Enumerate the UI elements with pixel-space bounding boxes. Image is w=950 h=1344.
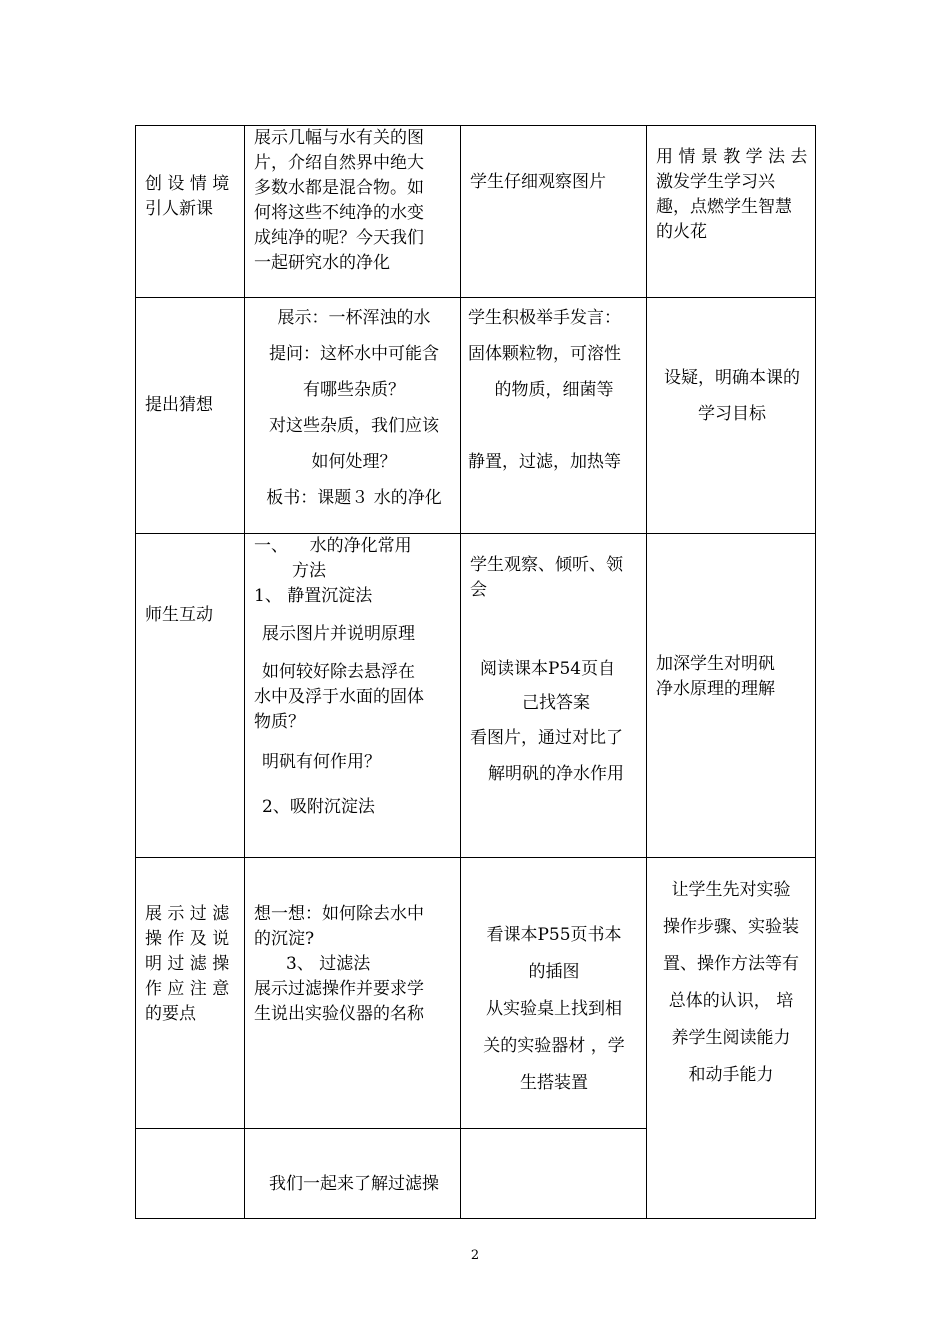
- table-border: [135, 1218, 816, 1219]
- cell-line: 设疑，明确本课的: [664, 368, 800, 388]
- cell-line: 生说出实验仪器的名称: [254, 1004, 424, 1024]
- cell-line: 物质？: [254, 712, 305, 732]
- table-border: [135, 125, 816, 126]
- cell-line: 展 示 过 滤: [145, 904, 230, 924]
- cell-line: 从实验桌上找到相: [486, 999, 622, 1019]
- row3-purpose-cell: [656, 652, 775, 702]
- table-border: [460, 125, 461, 1219]
- cell-line: 如何较好除去悬浮在: [262, 662, 415, 682]
- row4-stage-cell: [145, 902, 229, 1027]
- cell-line: 静置，过滤，加热等: [468, 452, 621, 472]
- row3-teacher-cell: [254, 534, 458, 820]
- cell-line: 明矾有何作用？: [262, 752, 381, 772]
- row2-teacher-cell: [252, 300, 456, 516]
- cell-line: 生搭装置: [520, 1073, 588, 1093]
- cell-line: 看图片，通过对比了: [470, 728, 623, 748]
- row4-student-cell: [468, 917, 640, 1102]
- cell-line: 方法: [292, 561, 326, 581]
- row2-purpose-cell: [654, 360, 810, 432]
- cell-line: 的要点: [145, 1004, 196, 1024]
- cell-line: 己找答案: [522, 693, 590, 713]
- cell-line: 提问：这杯水中可能含: [269, 344, 439, 364]
- cell-line: 置、操作方法等有: [663, 954, 799, 974]
- cell-line: 的火花: [656, 222, 707, 242]
- cell-line: 一起研究水的净化: [254, 253, 390, 273]
- row2-student-cell: [468, 300, 640, 480]
- cell-line: 学生积极举手发言：: [468, 308, 621, 328]
- cell-line: 学习目标: [698, 404, 766, 424]
- cell-line: 加深学生对明矾: [656, 654, 775, 674]
- cell-line: 2、吸附沉淀法: [262, 797, 375, 817]
- row4-purpose-cell: [650, 872, 812, 1094]
- table-border: [135, 533, 816, 534]
- cell-line: 引人新课: [145, 199, 213, 219]
- cell-line: 看课本P55页书本: [486, 925, 622, 945]
- cell-line: 操 作 及 说: [145, 929, 230, 949]
- row5-teacher-cell: [252, 1172, 456, 1197]
- cell-line: 解明矾的净水作用: [488, 764, 624, 784]
- cell-line: 创 设 情 境: [145, 174, 230, 194]
- cell-line: 片，介绍自然界中绝大: [254, 153, 424, 173]
- row1-teacher-cell: [254, 126, 424, 276]
- cell-line: 1、 静置沉淀法: [254, 586, 373, 606]
- cell-line: 净水原理的理解: [656, 679, 775, 699]
- cell-line: 会: [470, 580, 487, 600]
- cell-line: 我们一起来了解过滤操: [269, 1174, 439, 1194]
- cell-line: 水中及浮于水面的固体: [254, 687, 424, 707]
- cell-line: 养学生阅读能力: [671, 1028, 791, 1048]
- row2-stage-cell: [145, 393, 213, 418]
- cell-line: 和动手能力: [688, 1065, 774, 1085]
- cell-line: 固体颗粒物，可溶性: [468, 344, 621, 364]
- cell-line: 对这些杂质，我们应该: [269, 416, 439, 436]
- table-border: [244, 125, 245, 1219]
- cell-line: 操作步骤、实验装: [663, 917, 799, 937]
- cell-line: 明 过 滤 操: [145, 954, 230, 974]
- cell-line: 3、 过滤法: [286, 954, 371, 974]
- cell-line: 有哪些杂质？: [303, 380, 405, 400]
- cell-line: 激发学生学习兴: [656, 172, 775, 192]
- page-number: 2: [470, 1248, 480, 1263]
- cell-line: 学生仔细观察图片: [470, 172, 606, 192]
- cell-line: 关的实验器材 ，学: [483, 1036, 625, 1056]
- cell-line: 如何处理？: [311, 452, 397, 472]
- cell-line: 的插图: [528, 962, 580, 982]
- table-border: [815, 125, 816, 1219]
- row1-stage-cell: [145, 172, 229, 222]
- cell-line: 作 应 注 意: [145, 979, 230, 999]
- cell-line: 的物质，细菌等: [494, 380, 614, 400]
- cell-line: 一、 水的净化常用: [254, 536, 412, 556]
- row1-student-cell: [470, 170, 606, 195]
- cell-line: 展示：一杯浑浊的水: [277, 308, 431, 328]
- row3-student-cell: [470, 553, 642, 792]
- cell-line: 让学生先对实验: [671, 880, 791, 900]
- cell-line: 趣，点燃学生智慧: [656, 197, 792, 217]
- row4-teacher-cell: [254, 902, 458, 1027]
- cell-line: 板书：课题３ 水的净化: [266, 488, 442, 508]
- cell-line: 展示图片并说明原理: [262, 624, 415, 644]
- cell-line: 成纯净的呢？今天我们: [254, 228, 424, 248]
- cell-line: 展示几幅与水有关的图: [254, 128, 424, 148]
- cell-line: 总体的认识， 培: [668, 991, 794, 1011]
- table-border: [135, 125, 136, 1219]
- cell-line: 用 情 景 教 学 法 去: [656, 147, 808, 167]
- table-border: [135, 1128, 646, 1129]
- cell-line: 师生互动: [145, 605, 213, 625]
- cell-line: [468, 408, 640, 444]
- cell-line: 的沉淀?: [254, 929, 315, 949]
- table-border: [135, 297, 816, 298]
- cell-line: 多数水都是混合物。如: [254, 178, 424, 198]
- cell-line: 阅读课本P54页自: [480, 659, 616, 679]
- cell-line: 何将这些不纯净的水变: [254, 203, 424, 223]
- table-border: [646, 125, 647, 1219]
- table-border: [135, 857, 816, 858]
- cell-line: 学生观察、倾听、领: [470, 555, 623, 575]
- row1-purpose-cell: [656, 145, 807, 245]
- cell-line: 展示过滤操作并要求学: [254, 979, 424, 999]
- cell-line: 提出猜想: [145, 395, 213, 415]
- row3-stage-cell: [145, 603, 213, 628]
- cell-line: 想一想：如何除去水中: [254, 904, 424, 924]
